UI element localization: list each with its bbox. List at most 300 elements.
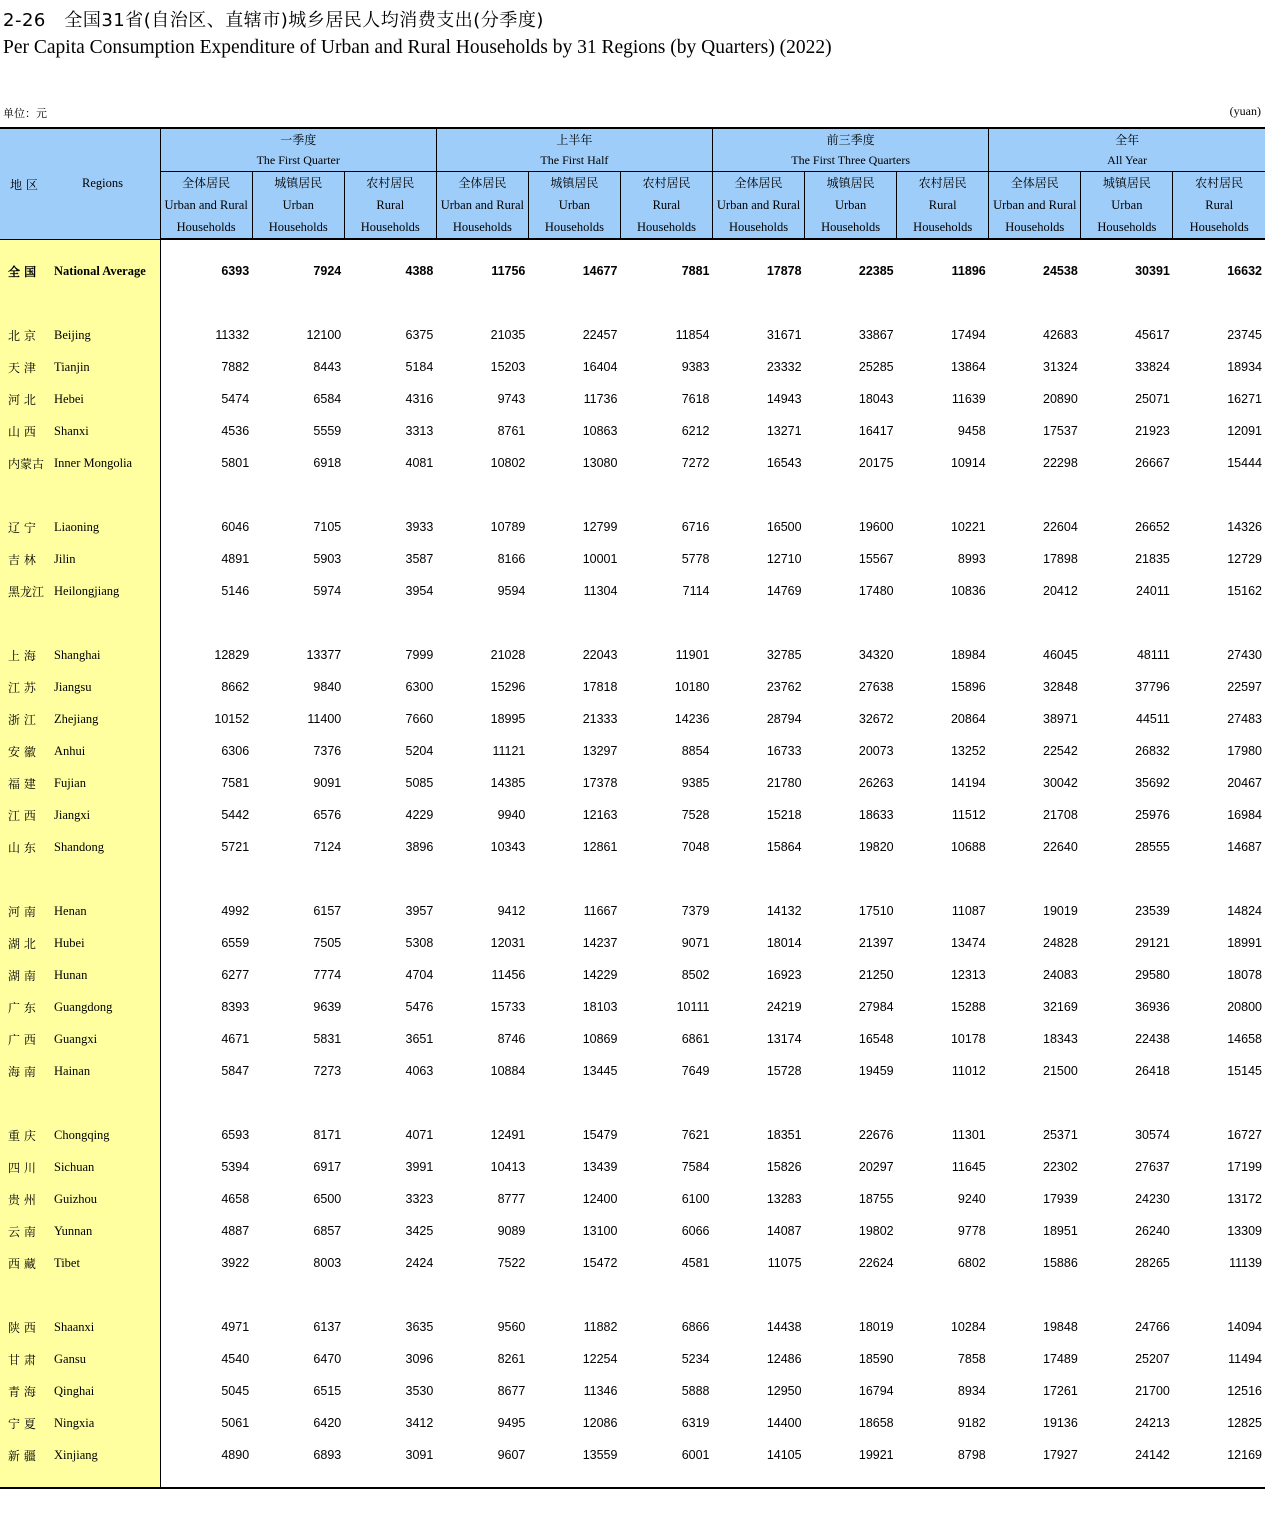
value-cell: 11139 bbox=[1229, 1256, 1262, 1270]
region-name-zh: 福 建 bbox=[8, 777, 36, 791]
value-cell: 21333 bbox=[582, 712, 618, 726]
subcolumn-header-en: Urban bbox=[834, 198, 867, 212]
value-cell: 12829 bbox=[214, 648, 250, 662]
spacer-cell bbox=[989, 239, 1081, 255]
value-cell: 12799 bbox=[582, 520, 618, 534]
value-cell: 13174 bbox=[766, 1032, 802, 1046]
value-cell: 27430 bbox=[1227, 648, 1262, 662]
subcolumn-header-en: Households bbox=[268, 220, 328, 234]
value-cell: 9385 bbox=[681, 776, 710, 790]
value-cell: 27984 bbox=[858, 1000, 894, 1014]
value-cell: 5234 bbox=[681, 1352, 710, 1366]
value-cell: 3922 bbox=[221, 1256, 250, 1270]
region-row bbox=[0, 991, 1265, 1023]
value-cell: 22542 bbox=[1043, 744, 1078, 758]
spacer-cell bbox=[160, 239, 252, 255]
value-cell: 3096 bbox=[405, 1352, 434, 1366]
spacer-cell bbox=[528, 1279, 620, 1311]
value-cell: 11896 bbox=[951, 264, 986, 278]
spacer-cell bbox=[252, 607, 344, 639]
value-cell: 6046 bbox=[221, 520, 250, 534]
value-cell: 12861 bbox=[582, 840, 618, 854]
value-cell: 7858 bbox=[957, 1352, 986, 1366]
region-name-zh: 黑龙江 bbox=[8, 585, 45, 599]
spacer-cell bbox=[344, 863, 436, 895]
value-cell: 7272 bbox=[681, 456, 710, 470]
value-cell: 17494 bbox=[950, 328, 986, 342]
value-cell: 7924 bbox=[313, 264, 342, 278]
value-cell: 16271 bbox=[1227, 392, 1262, 406]
region-spacer-cell bbox=[0, 607, 160, 639]
value-cell: 4992 bbox=[221, 904, 250, 918]
value-cell: 5474 bbox=[221, 392, 250, 406]
region-cell bbox=[0, 671, 160, 703]
region-row bbox=[0, 767, 1265, 799]
value-cell: 6157 bbox=[313, 904, 342, 918]
region-row bbox=[0, 1311, 1265, 1343]
region-cell bbox=[0, 447, 160, 479]
region-row bbox=[0, 1407, 1265, 1439]
region-cell bbox=[0, 511, 160, 543]
region-row bbox=[0, 319, 1265, 351]
region-name-zh: 全 国 bbox=[8, 265, 37, 279]
value-cell: 18019 bbox=[858, 1320, 894, 1334]
region-row bbox=[0, 927, 1265, 959]
value-cell: 14769 bbox=[766, 584, 802, 598]
value-cell: 10152 bbox=[214, 712, 250, 726]
value-cell: 7660 bbox=[405, 712, 434, 726]
value-cell: 16984 bbox=[1227, 808, 1262, 822]
value-cell: 5721 bbox=[221, 840, 250, 854]
value-cell: 10789 bbox=[490, 520, 526, 534]
value-cell: 2424 bbox=[405, 1256, 434, 1270]
region-name-en: Ningxia bbox=[54, 1416, 95, 1430]
group-header-en: All Year bbox=[1107, 153, 1148, 167]
spacer-row bbox=[0, 287, 1265, 319]
spacer-row bbox=[0, 239, 1265, 255]
value-cell: 20297 bbox=[858, 1160, 894, 1174]
subcolumn-header bbox=[344, 172, 436, 240]
value-cell: 11121 bbox=[492, 744, 526, 758]
group-header bbox=[989, 128, 1265, 172]
value-cell: 12254 bbox=[582, 1352, 618, 1366]
value-cell: 19802 bbox=[858, 1224, 894, 1238]
value-cell: 3530 bbox=[405, 1384, 434, 1398]
value-cell: 33867 bbox=[858, 328, 894, 342]
value-cell: 10869 bbox=[582, 1032, 618, 1046]
value-cell: 3933 bbox=[405, 520, 434, 534]
spacer-cell bbox=[436, 239, 528, 255]
value-cell: 22302 bbox=[1043, 1160, 1078, 1174]
region-row bbox=[0, 1343, 1265, 1375]
value-cell: 18755 bbox=[858, 1192, 894, 1206]
unit-label-zh: 单位：元 bbox=[3, 107, 47, 120]
region-name-en: Chongqing bbox=[54, 1128, 110, 1142]
value-cell: 24011 bbox=[1136, 584, 1170, 598]
value-cell: 10863 bbox=[582, 424, 618, 438]
value-cell: 28265 bbox=[1135, 1256, 1170, 1270]
value-cell: 6593 bbox=[221, 1128, 250, 1142]
spacer-cell bbox=[1081, 287, 1173, 319]
region-name-zh: 贵 州 bbox=[8, 1193, 36, 1207]
value-cell: 3412 bbox=[405, 1416, 434, 1430]
value-cell: 13864 bbox=[950, 360, 986, 374]
group-header bbox=[436, 128, 712, 172]
region-cell bbox=[0, 1439, 160, 1471]
spacer-cell bbox=[1173, 479, 1265, 511]
value-cell: 23332 bbox=[766, 360, 802, 374]
region-name-en: Jiangxi bbox=[54, 808, 91, 822]
value-cell: 7649 bbox=[681, 1064, 710, 1078]
spacer-cell bbox=[160, 863, 252, 895]
value-cell: 8934 bbox=[957, 1384, 986, 1398]
region-row bbox=[0, 831, 1265, 863]
value-cell: 7618 bbox=[681, 392, 710, 406]
region-name-en: Hubei bbox=[54, 936, 85, 950]
value-cell: 21250 bbox=[858, 968, 894, 982]
region-cell bbox=[0, 1247, 160, 1279]
region-row bbox=[0, 1183, 1265, 1215]
value-cell: 5442 bbox=[221, 808, 250, 822]
spacer-cell bbox=[989, 479, 1081, 511]
subcolumn-header bbox=[1173, 172, 1265, 240]
value-cell: 8393 bbox=[221, 1000, 250, 1014]
subcolumn-header bbox=[436, 172, 528, 240]
value-cell: 15218 bbox=[766, 808, 802, 822]
value-cell: 9495 bbox=[497, 1416, 526, 1430]
spacer-cell bbox=[160, 1087, 252, 1119]
value-cell: 25976 bbox=[1135, 808, 1170, 822]
region-cell bbox=[0, 351, 160, 383]
subcolumn-header bbox=[897, 172, 989, 240]
value-cell: 12031 bbox=[490, 936, 526, 950]
value-cell: 15567 bbox=[858, 552, 894, 566]
spacer-cell bbox=[160, 479, 252, 511]
spacer-cell bbox=[1173, 287, 1265, 319]
value-cell: 3954 bbox=[405, 584, 434, 598]
value-cell: 11756 bbox=[491, 264, 526, 278]
value-cell: 13271 bbox=[766, 424, 802, 438]
subcolumn-header-en: Households bbox=[1005, 220, 1065, 234]
subcolumn-header-en: Households bbox=[913, 220, 973, 234]
value-cell: 27483 bbox=[1227, 712, 1262, 726]
region-name-en: Inner Mongolia bbox=[54, 456, 133, 470]
region-name-zh: 安 徽 bbox=[8, 745, 36, 759]
value-cell: 14237 bbox=[582, 936, 618, 950]
subcolumn-header-en: Rural bbox=[1205, 198, 1234, 212]
value-cell: 4071 bbox=[405, 1128, 434, 1142]
region-row bbox=[0, 543, 1265, 575]
spacer-cell bbox=[989, 1471, 1081, 1488]
value-cell: 6857 bbox=[313, 1224, 342, 1238]
value-cell: 13439 bbox=[582, 1160, 618, 1174]
subcolumn-header-zh: 城镇居民 bbox=[550, 176, 599, 190]
value-cell: 7881 bbox=[681, 264, 710, 278]
spacer-cell bbox=[805, 1471, 897, 1488]
region-name-zh: 陕 西 bbox=[8, 1321, 36, 1335]
subcolumn-header-en: Rural bbox=[928, 198, 957, 212]
value-cell: 10178 bbox=[950, 1032, 986, 1046]
value-cell: 6212 bbox=[681, 424, 710, 438]
value-cell: 10914 bbox=[950, 456, 986, 470]
value-cell: 17939 bbox=[1043, 1192, 1078, 1206]
region-name-zh: 广 西 bbox=[8, 1033, 36, 1047]
subcolumn-header-zh: 全体居民 bbox=[182, 176, 231, 190]
region-name-en: Gansu bbox=[54, 1352, 86, 1366]
value-cell: 7528 bbox=[681, 808, 710, 822]
value-cell: 7273 bbox=[313, 1064, 342, 1078]
value-cell: 5045 bbox=[221, 1384, 250, 1398]
subcolumn-header-en: Rural bbox=[652, 198, 681, 212]
subcolumn-header-en: Urban bbox=[1111, 198, 1143, 212]
value-cell: 9071 bbox=[681, 936, 710, 950]
value-cell: 6319 bbox=[681, 1416, 710, 1430]
value-cell: 5888 bbox=[681, 1384, 710, 1398]
value-cell: 9639 bbox=[313, 1000, 342, 1014]
value-cell: 24538 bbox=[1043, 264, 1078, 278]
region-name-en: Sichuan bbox=[54, 1160, 95, 1174]
region-name-en: Hebei bbox=[54, 392, 84, 406]
value-cell: 8166 bbox=[497, 552, 526, 566]
region-cell bbox=[0, 831, 160, 863]
subcolumn-header bbox=[713, 172, 805, 240]
spacer-cell bbox=[1081, 863, 1173, 895]
value-cell: 5476 bbox=[405, 1000, 434, 1014]
spacer-cell bbox=[805, 607, 897, 639]
value-cell: 13283 bbox=[766, 1192, 802, 1206]
region-name-zh: 湖 北 bbox=[8, 937, 36, 951]
value-cell: 30574 bbox=[1135, 1128, 1170, 1142]
value-cell: 16733 bbox=[766, 744, 802, 758]
region-name-zh: 江 西 bbox=[8, 809, 36, 823]
spacer-cell bbox=[713, 1087, 805, 1119]
value-cell: 28794 bbox=[766, 712, 802, 726]
value-cell: 3313 bbox=[405, 424, 434, 438]
region-name-zh: 河 北 bbox=[8, 393, 36, 407]
value-cell: 18078 bbox=[1227, 968, 1262, 982]
region-row bbox=[0, 735, 1265, 767]
value-cell: 11304 bbox=[583, 584, 618, 598]
region-cell bbox=[0, 991, 160, 1023]
value-cell: 17878 bbox=[766, 264, 802, 278]
subcolumn-header bbox=[528, 172, 620, 240]
region-name-zh: 河 南 bbox=[8, 905, 36, 919]
value-cell: 10001 bbox=[582, 552, 618, 566]
value-cell: 22604 bbox=[1043, 520, 1078, 534]
spacer-cell bbox=[436, 1087, 528, 1119]
spacer-cell bbox=[1081, 479, 1173, 511]
region-spacer-cell bbox=[0, 1471, 160, 1488]
spacer-cell bbox=[344, 239, 436, 255]
spacer-row bbox=[0, 1087, 1265, 1119]
spacer-cell bbox=[1173, 607, 1265, 639]
region-row bbox=[0, 895, 1265, 927]
spacer-cell bbox=[160, 1279, 252, 1311]
value-cell: 11854 bbox=[675, 328, 710, 342]
spacer-row bbox=[0, 1279, 1265, 1311]
region-row bbox=[0, 1247, 1265, 1279]
value-cell: 24142 bbox=[1135, 1448, 1170, 1462]
value-cell: 4581 bbox=[681, 1256, 710, 1270]
value-cell: 8502 bbox=[681, 968, 710, 982]
value-cell: 19921 bbox=[858, 1448, 894, 1462]
region-name-en: Yunnan bbox=[54, 1224, 93, 1238]
region-name-zh: 北 京 bbox=[8, 329, 36, 343]
value-cell: 20800 bbox=[1227, 1000, 1262, 1014]
value-cell: 11456 bbox=[491, 968, 526, 982]
subcolumn-header-en: Households bbox=[1189, 220, 1249, 234]
subcolumn-header-en: Households bbox=[360, 220, 420, 234]
value-cell: 15203 bbox=[490, 360, 526, 374]
value-cell: 3635 bbox=[405, 1320, 434, 1334]
value-cell: 10111 bbox=[676, 1000, 710, 1014]
region-name-zh: 四 川 bbox=[8, 1161, 36, 1175]
value-cell: 21780 bbox=[766, 776, 802, 790]
region-cell bbox=[0, 1407, 160, 1439]
value-cell: 20175 bbox=[858, 456, 894, 470]
value-cell: 16548 bbox=[858, 1032, 894, 1046]
value-cell: 10221 bbox=[950, 520, 986, 534]
region-name-en: Anhui bbox=[54, 744, 86, 758]
region-name-zh: 海 南 bbox=[8, 1065, 36, 1079]
spacer-cell bbox=[713, 239, 805, 255]
value-cell: 16727 bbox=[1227, 1128, 1262, 1142]
value-cell: 10343 bbox=[490, 840, 526, 854]
value-cell: 3091 bbox=[405, 1448, 434, 1462]
subcolumn-header bbox=[1081, 172, 1173, 240]
value-cell: 18984 bbox=[950, 648, 986, 662]
region-cell bbox=[0, 1311, 160, 1343]
value-cell: 19136 bbox=[1043, 1416, 1078, 1430]
region-name-zh: 吉 林 bbox=[8, 553, 36, 567]
spacer-cell bbox=[160, 287, 252, 319]
value-cell: 14087 bbox=[766, 1224, 802, 1238]
value-cell: 32848 bbox=[1043, 680, 1078, 694]
value-cell: 5847 bbox=[221, 1064, 250, 1078]
value-cell: 7376 bbox=[313, 744, 342, 758]
region-row bbox=[0, 415, 1265, 447]
value-cell: 15728 bbox=[766, 1064, 802, 1078]
value-cell: 14400 bbox=[766, 1416, 802, 1430]
value-cell: 7999 bbox=[405, 648, 434, 662]
value-cell: 3425 bbox=[405, 1224, 434, 1238]
spacer-row bbox=[0, 607, 1265, 639]
region-name-en: Jiangsu bbox=[54, 680, 92, 694]
spacer-cell bbox=[528, 239, 620, 255]
value-cell: 4063 bbox=[405, 1064, 434, 1078]
value-cell: 22298 bbox=[1043, 456, 1078, 470]
value-cell: 15145 bbox=[1227, 1064, 1262, 1078]
value-cell: 6066 bbox=[681, 1224, 710, 1238]
region-name-en: Hunan bbox=[54, 968, 88, 982]
subcolumn-header-zh: 全体居民 bbox=[1010, 176, 1059, 190]
value-cell: 21708 bbox=[1043, 808, 1078, 822]
value-cell: 8798 bbox=[957, 1448, 986, 1462]
region-cell bbox=[0, 895, 160, 927]
value-cell: 25371 bbox=[1043, 1128, 1078, 1142]
spacer-cell bbox=[620, 607, 712, 639]
subcolumn-header-zh: 全体居民 bbox=[734, 176, 783, 190]
value-cell: 9383 bbox=[681, 360, 710, 374]
region-row bbox=[0, 1151, 1265, 1183]
value-cell: 5085 bbox=[405, 776, 434, 790]
subcolumn-header bbox=[160, 172, 252, 240]
subcolumn-header-en: Households bbox=[1097, 220, 1157, 234]
value-cell: 10413 bbox=[490, 1160, 526, 1174]
value-cell: 10284 bbox=[950, 1320, 986, 1334]
table-title-en: Per Capita Consumption Expenditure of Urban and Rural Households by 31 Regions (by Quarters) (2022) bbox=[3, 37, 832, 58]
region-cell bbox=[0, 415, 160, 447]
spacer-cell bbox=[1173, 1279, 1265, 1311]
region-name-en: Fujian bbox=[54, 776, 86, 790]
region-name-en: Shanxi bbox=[54, 424, 89, 438]
spacer-cell bbox=[344, 479, 436, 511]
value-cell: 8761 bbox=[497, 424, 526, 438]
region-name-en: Shanghai bbox=[54, 648, 101, 662]
subcolumn-header-en: Households bbox=[636, 220, 696, 234]
value-cell: 34320 bbox=[858, 648, 894, 662]
value-cell: 9182 bbox=[957, 1416, 986, 1430]
region-name-en: Liaoning bbox=[54, 520, 100, 534]
subcolumn-header bbox=[989, 172, 1081, 240]
value-cell: 17818 bbox=[582, 680, 618, 694]
value-cell: 9607 bbox=[497, 1448, 526, 1462]
value-cell: 12516 bbox=[1227, 1384, 1262, 1398]
spacer-cell bbox=[528, 287, 620, 319]
subcolumn-header-en: Households bbox=[452, 220, 512, 234]
value-cell: 17927 bbox=[1043, 1448, 1078, 1462]
value-cell: 44511 bbox=[1136, 712, 1170, 726]
spacer-cell bbox=[989, 863, 1081, 895]
region-cell bbox=[0, 1375, 160, 1407]
group-header-zh: 前三季度 bbox=[826, 133, 875, 147]
value-cell: 14687 bbox=[1227, 840, 1262, 854]
value-cell: 23762 bbox=[766, 680, 802, 694]
value-cell: 4081 bbox=[405, 456, 434, 470]
value-cell: 6420 bbox=[313, 1416, 342, 1430]
value-cell: 8261 bbox=[497, 1352, 526, 1366]
value-cell: 36936 bbox=[1135, 1000, 1170, 1014]
value-cell: 15826 bbox=[766, 1160, 802, 1174]
value-cell: 14194 bbox=[950, 776, 986, 790]
region-row bbox=[0, 511, 1265, 543]
header-subcolumn-row bbox=[0, 172, 1265, 240]
spacer-cell bbox=[897, 863, 989, 895]
region-name-zh: 广 东 bbox=[8, 1001, 36, 1015]
value-cell: 26418 bbox=[1135, 1064, 1170, 1078]
region-name-en: Shandong bbox=[54, 840, 104, 854]
value-cell: 6576 bbox=[313, 808, 342, 822]
value-cell: 11645 bbox=[951, 1160, 986, 1174]
value-cell: 6393 bbox=[221, 264, 250, 278]
region-name-en: Beijing bbox=[54, 328, 91, 342]
value-cell: 10884 bbox=[490, 1064, 526, 1078]
value-cell: 13559 bbox=[582, 1448, 618, 1462]
region-cell bbox=[0, 959, 160, 991]
value-cell: 32169 bbox=[1043, 1000, 1078, 1014]
spacer-cell bbox=[1081, 1087, 1173, 1119]
value-cell: 6584 bbox=[313, 392, 342, 406]
value-cell: 10688 bbox=[950, 840, 986, 854]
spacer-cell bbox=[528, 1471, 620, 1488]
value-cell: 4536 bbox=[221, 424, 250, 438]
region-name-zh: 山 西 bbox=[8, 425, 36, 439]
value-cell: 5184 bbox=[405, 360, 434, 374]
value-cell: 38971 bbox=[1043, 712, 1078, 726]
value-cell: 5061 bbox=[221, 1416, 250, 1430]
spacer-cell bbox=[1173, 1087, 1265, 1119]
spacer-cell bbox=[436, 479, 528, 511]
